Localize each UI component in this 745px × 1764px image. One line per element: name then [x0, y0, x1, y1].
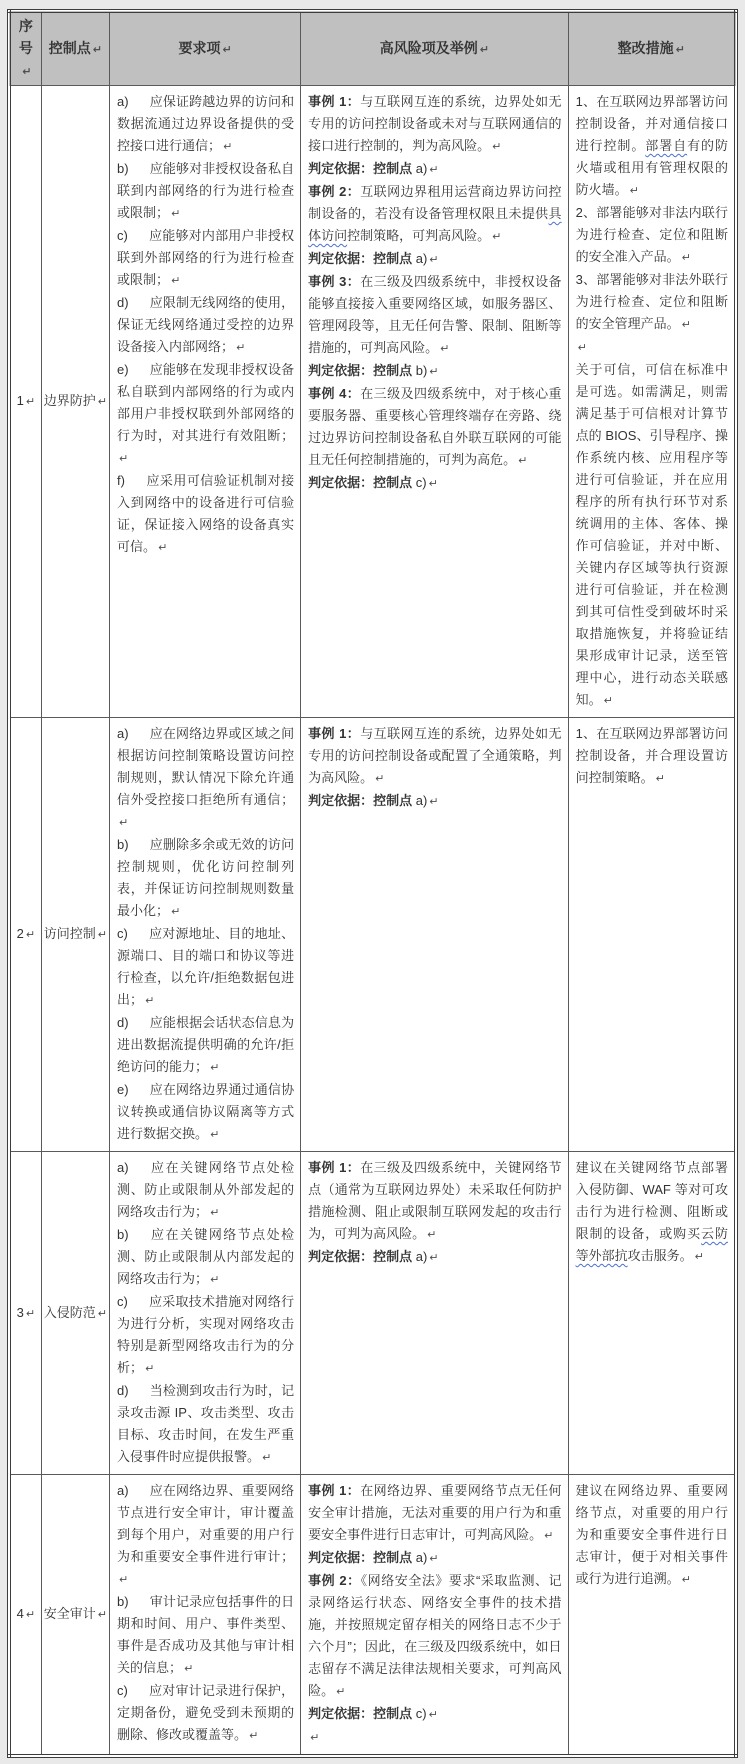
text-segment: 应能够对内部用户非授权联到外部网络的行为进行检查或限制； [117, 228, 295, 287]
paragraph-mark-icon: ↵ [119, 1573, 129, 1586]
paragraph [117, 1480, 294, 1591]
measures-cell [568, 86, 736, 718]
paragraph [308, 91, 561, 158]
paragraph-mark-icon: ↵ [97, 395, 107, 408]
text-segment: a) [415, 161, 428, 176]
row-index-value: 3 [16, 1304, 24, 1320]
text-segment: 应对审计记录进行保护，定期备份，避免受到未预期的删除、修改或覆盖等。 [117, 1683, 295, 1742]
text-segment: 应能够对非授权设备私自联到内部网络的行为进行检查或限制； [117, 161, 295, 220]
control-point-value: 边界防护 [43, 393, 96, 408]
measures-cell [568, 1475, 736, 1757]
paragraph-mark-icon: ↵ [210, 1128, 220, 1141]
control-point-cell [41, 1475, 109, 1757]
text-segment: 判定依据：控制点 [308, 475, 416, 490]
item-label: c) [117, 926, 128, 941]
text-segment: 应在关键网络节点处检测、防止或限制从内部发起的网络攻击行为； [117, 1227, 295, 1286]
paragraph-mark-icon: ↵ [210, 1273, 220, 1286]
column-header [9, 11, 41, 86]
paragraph [308, 1246, 561, 1269]
text-segment: 当检测到攻击行为时，记录攻击源 IP、攻击类型、攻击目标、攻击时间，在发生严重入侵事件时应提供报警。 [117, 1383, 295, 1464]
paragraph-mark-icon: ↵ [429, 1251, 439, 1264]
requirements-cell [110, 86, 301, 718]
text-segment: 应采用可信验证机制对接入到网络中的设备进行可信验证，保证接入网络的设备真实可信。 [117, 473, 295, 554]
paragraph [308, 383, 561, 472]
text-segment: 1、在互联网边界部署访问控制设备，并合理设置访问控制策略。 [575, 726, 728, 785]
paragraph-mark-icon: ↵ [675, 43, 685, 56]
column-header [568, 11, 736, 86]
paragraph-mark-icon: ↵ [681, 318, 691, 331]
text-segment: a) [415, 1550, 428, 1565]
paragraph-mark-icon: ↵ [440, 342, 450, 355]
column-header-label: 高风险项及举例 [379, 40, 478, 56]
row-index-cell [9, 1152, 41, 1475]
paragraph-mark-icon: ↵ [25, 395, 36, 408]
text-segment: 应限制无线网络的使用，保证无线网络通过受控的边界设备接入内部网络； [117, 295, 295, 354]
column-header-label: 序号 [18, 18, 33, 56]
paragraph [308, 1157, 561, 1246]
paragraph-mark-icon: ↵ [145, 994, 155, 1007]
paragraph-mark-icon: ↵ [171, 905, 181, 918]
paragraph-mark-icon: ↵ [97, 1608, 107, 1621]
text-segment: b) [415, 363, 428, 378]
paragraph-mark-icon: ↵ [25, 1306, 36, 1320]
column-header [41, 11, 109, 86]
paragraph [117, 158, 294, 225]
paragraph-mark-icon: ↵ [22, 65, 32, 78]
paragraph-mark-icon: ↵ [655, 772, 665, 785]
paragraph [576, 91, 728, 202]
item-label: d) [117, 295, 129, 310]
paragraph [576, 202, 728, 269]
paragraph-mark-icon: ↵ [629, 184, 639, 197]
paragraph-mark-icon: ↵ [479, 43, 489, 56]
control-point-value: 安全审计 [43, 1606, 96, 1621]
item-label: b) [117, 1227, 129, 1242]
row-index-cell [9, 718, 41, 1152]
item-label: e) [117, 1082, 129, 1097]
column-header-label: 要求项 [178, 40, 221, 56]
paragraph [117, 1224, 294, 1291]
paragraph-mark-icon: ↵ [184, 1662, 194, 1675]
paragraph [308, 472, 561, 495]
text-segment: 事例 1： [308, 94, 361, 109]
item-label: c) [117, 1683, 128, 1698]
paragraph-mark-icon: ↵ [262, 1451, 272, 1464]
paragraph-mark-icon: ↵ [694, 1250, 704, 1263]
paragraph-mark-icon: ↵ [249, 1729, 259, 1742]
paragraph [117, 1157, 294, 1224]
paragraph-mark-icon: ↵ [429, 1552, 439, 1565]
requirements-cell [110, 1475, 301, 1757]
paragraph [117, 834, 294, 923]
item-label: e) [117, 362, 129, 377]
column-header-label: 整改措施 [617, 40, 674, 56]
paragraph-mark-icon: ↵ [171, 207, 181, 220]
paragraph-mark-icon: ↵ [429, 365, 439, 378]
paragraph-mark-icon: ↵ [210, 1061, 220, 1074]
paragraph-mark-icon: ↵ [236, 341, 246, 354]
text-segment: 云防等外部抗 [575, 1226, 728, 1263]
text-segment: 应在网络边界或区域之间根据访问控制策略设置访问控制规则，默认情况下除允许通信外受控接口拒绝所有通信； [117, 726, 295, 807]
paragraph-mark-icon: ↵ [310, 1731, 320, 1744]
paragraph-mark-icon: ↵ [428, 477, 438, 490]
text-segment: c) [415, 475, 427, 490]
table-row [9, 1475, 736, 1757]
row-index [12, 390, 40, 413]
paragraph-mark-icon: ↵ [429, 253, 439, 266]
paragraph [576, 336, 728, 359]
item-label: d) [117, 1383, 129, 1398]
text-segment: a) [415, 1249, 428, 1264]
text-segment: a) [415, 251, 428, 266]
paragraph [576, 1157, 728, 1268]
text-segment: 与互联网互连的系统，边界处如无专用的访问控制设备或配置了全通策略，判为高风险。 [308, 726, 562, 785]
row-index [12, 1302, 40, 1325]
text-segment: 建议在网络边界、重要网络节点，对重要的用户行为和重要安全事件进行日志审计，便于对相关事件或行为进行追溯。 [575, 1483, 728, 1586]
row-index [12, 1603, 40, 1626]
paragraph [117, 923, 294, 1012]
table-row [9, 1152, 736, 1475]
paragraph-mark-icon: ↵ [25, 1608, 36, 1621]
row-index-value: 2 [16, 926, 24, 941]
paragraph [308, 790, 561, 813]
control-point-cell [41, 86, 109, 718]
text-segment: 判定依据：控制点 [308, 1550, 416, 1565]
paragraph [117, 470, 294, 559]
paragraph [117, 1680, 294, 1747]
paragraph-mark-icon: ↵ [428, 1708, 438, 1721]
paragraph [308, 723, 561, 790]
paragraph [308, 1703, 561, 1726]
table-row [9, 86, 736, 718]
text-segment: 应在关键网络节点处检测、防止或限制从外部发起的网络攻击行为； [117, 1160, 295, 1219]
paragraph [117, 1291, 294, 1380]
text-segment: 控制策略，可判高风险。 [347, 228, 491, 243]
text-segment: 互联网边界租用运营商边界访问控制设备的，若没有设备管理权限且未提供 [308, 184, 562, 221]
column-header-label: 控制点 [48, 40, 91, 56]
text-segment: 判定依据：控制点 [308, 161, 416, 176]
paragraph [117, 91, 294, 158]
paragraph-mark-icon: ↵ [222, 43, 232, 56]
paragraph [576, 723, 728, 790]
row-index-cell [9, 1475, 41, 1757]
text-segment: 事例 3： [308, 274, 361, 289]
paragraph [576, 359, 728, 712]
text-segment: a) [415, 793, 428, 808]
item-label: b) [117, 1594, 129, 1609]
text-segment: 判定依据：控制点 [308, 363, 416, 378]
row-index-cell [9, 86, 41, 718]
text-segment: 与互联网互连的系统，边界处如无专用的访问控制设备或未对与互联网通信的接口进行控制的，判为高风险。 [308, 94, 562, 153]
text-segment: 应删除多余或无效的访问控制规则，优化访问控制列表，并保证访问控制规则数量最小化； [117, 837, 295, 918]
row-index-value: 4 [16, 1606, 24, 1621]
text-segment: 判定依据：控制点 [308, 1249, 416, 1264]
control-point-cell [41, 718, 109, 1152]
text-segment: 在三级及四级系统中，对于核心重要服务器、重要核心管理终端存在旁路、绕过边界访问控制设备私自外联互联网的可能且无任何控制措施的，可判为高危。 [308, 386, 562, 467]
text-segment: 事例 2： [308, 184, 361, 199]
control-point [43, 923, 108, 946]
text-segment: 具体访问 [308, 206, 562, 243]
paragraph-mark-icon: ↵ [429, 795, 439, 808]
paragraph [308, 360, 561, 383]
paragraph-mark-icon: ↵ [427, 1228, 437, 1241]
paragraph [576, 1480, 728, 1591]
paragraph-mark-icon: ↵ [119, 452, 129, 465]
text-segment: 事例 1： [308, 726, 361, 741]
item-label: a) [117, 726, 129, 741]
paragraph-mark-icon: ↵ [375, 772, 385, 785]
text-segment: 部署自 [645, 138, 688, 153]
paragraph-mark-icon: ↵ [603, 694, 613, 707]
text-segment: 判定依据：控制点 [308, 793, 416, 808]
text-segment: 《网络安全法》要求“采取监测、记录网络运行状态、网络安全事件的技术措施，并按照规定留存相关的网络日志不少于六个月”；因此，在三级及四级系统中，如日志留存不满足法律法规相关要求，可判高风险。 [308, 1573, 562, 1698]
item-label: b) [117, 161, 129, 176]
paragraph-mark-icon: ↵ [492, 140, 502, 153]
paragraph [117, 225, 294, 292]
paragraph-mark-icon: ↵ [429, 163, 439, 176]
paragraph [308, 158, 561, 181]
text-segment: 攻击服务。 [627, 1248, 693, 1263]
item-label: f) [117, 473, 125, 488]
paragraph-mark-icon: ↵ [544, 1529, 554, 1542]
paragraph-mark-icon: ↵ [210, 1206, 220, 1219]
item-label: c) [117, 228, 128, 243]
text-segment: 应在网络边界、重要网络节点进行安全审计，审计覆盖到每个用户，对重要的用户行为和重要安全事件进行审计； [117, 1483, 295, 1564]
control-point-cell [41, 1152, 109, 1475]
column-header [110, 11, 301, 86]
measures-cell [568, 718, 736, 1152]
text-segment: 1、在互联网边界部署访问控制设备，并对通信接口进行控制。 [575, 94, 728, 153]
text-segment: 关于可信，可信在标准中是可选。如需满足，则需满足基于可信根对计算节点的 BIOS、引导程序、操作系统内核、应用程序等进行可信验证，并在应用程序的所有执行环节对系统调用的主体、客体、操作可信验证，并对中断、关键内存区域等执行资源 进行可信验证，并在检测到其可信性受到破坏时采取措施恢复，并将验证结果形成审计记录，送至管理中心，进行动态关联感知。 [575, 362, 728, 707]
paragraph-mark-icon: ↵ [97, 928, 107, 941]
control-point-value: 访问控制 [43, 926, 96, 941]
requirements-cell [110, 1152, 301, 1475]
text-segment: 应采取技术措施对网络行为进行分析，实现对网络攻击特别是新型网络攻击行为的分析； [117, 1294, 295, 1375]
text-segment: 事例 2： [308, 1573, 361, 1588]
paragraph-mark-icon: ↵ [97, 1306, 107, 1320]
text-segment: 应保证跨越边界的访问和数据流通过边界设备提供的受控接口进行通信； [117, 94, 295, 153]
text-segment: 审计记录应包括事件的日期和时间、用户、事件类型、事件是否成功及其他与审计相关的信息； [117, 1594, 295, 1675]
item-label: d) [117, 1015, 129, 1030]
risk-examples-cell [301, 718, 568, 1152]
text-segment: 应能根据会话状态信息为进出数据流提供明确的允许/拒绝访问的能力； [117, 1015, 295, 1074]
paragraph-mark-icon: ↵ [518, 454, 528, 467]
security-control-table [7, 9, 738, 1758]
text-segment: c) [415, 1706, 427, 1721]
paragraph [308, 271, 561, 360]
item-label: a) [117, 1483, 129, 1498]
paragraph [117, 1012, 294, 1079]
paragraph-mark-icon: ↵ [171, 274, 181, 287]
text-segment: 3、部署能够对非法外联行为进行检查、定位和阻断的安全管理产品。 [575, 272, 728, 331]
row-index [12, 923, 40, 946]
paragraph-mark-icon: ↵ [92, 43, 102, 56]
item-label: a) [117, 1160, 129, 1175]
paragraph [117, 359, 294, 470]
text-segment: 事例 1： [308, 1483, 361, 1498]
risk-examples-cell [301, 1152, 568, 1475]
paragraph [117, 292, 294, 359]
item-label: a) [117, 94, 129, 109]
text-segment: 应能够在发现非授权设备私自联到内部网络的行为或内部用户非授权联到外部网络的行为时，对其进行有效阻断； [117, 362, 295, 443]
paragraph [117, 723, 294, 834]
paragraph [308, 1547, 561, 1570]
paragraph-mark-icon: ↵ [223, 140, 233, 153]
text-segment: 建议在关键网络节点部署入侵防御、WAF 等对可攻击行为进行检测、阻断或限制的设备，或购买 [575, 1160, 728, 1241]
paragraph-mark-icon: ↵ [336, 1685, 346, 1698]
paragraph [117, 1079, 294, 1146]
paragraph-mark-icon: ↵ [119, 816, 129, 829]
header-row [9, 11, 736, 86]
paragraph-mark-icon: ↵ [492, 230, 502, 243]
text-segment: 有的防火墙或租用有管理权限的防火墙。 [575, 138, 728, 197]
paragraph-mark-icon: ↵ [681, 251, 691, 264]
text-segment: 在三级及四级系统中，关键网络节点（通常为互联网边界处）未采取任何防护措施检测、阻止或限制互联网发起的攻击行为，可判为高风险。 [308, 1160, 562, 1241]
control-point-value: 入侵防范 [43, 1304, 96, 1320]
text-segment: 在三级及四级系统中，非授权设备能够直接接入重要网络区域，如服务器区、管理网段等，且无任何告警、限制、阻断等措施的，可判高风险。 [308, 274, 562, 355]
text-segment: 在网络边界、重要网络节点无任何安全审计措施，无法对重要的用户行为和重要安全事件进行日志审计，可判高风险。 [308, 1483, 562, 1542]
paragraph-mark-icon: ↵ [577, 341, 587, 354]
paragraph [308, 1726, 561, 1749]
requirements-cell [110, 718, 301, 1152]
control-point [43, 1302, 108, 1325]
paragraph-mark-icon: ↵ [25, 928, 36, 941]
text-segment: 应在网络边界通过通信协议转换或通信协议隔离等方式进行数据交换。 [117, 1082, 295, 1141]
paragraph-mark-icon: ↵ [145, 1362, 155, 1375]
column-header [301, 11, 568, 86]
paragraph [308, 1480, 561, 1547]
text-segment: 判定依据：控制点 [308, 251, 416, 266]
row-index-value: 1 [16, 393, 24, 408]
paragraph [308, 181, 561, 248]
control-point [43, 1603, 108, 1626]
control-point [43, 390, 108, 413]
paragraph [576, 269, 728, 336]
text-segment: 2、部署能够对非法内联行为进行检查、定位和阻断的安全准入产品。 [575, 205, 728, 264]
paragraph [308, 1570, 561, 1703]
item-label: b) [117, 837, 129, 852]
text-segment: 事例 1： [308, 1160, 361, 1175]
paragraph-mark-icon: ↵ [158, 541, 168, 554]
table-row [9, 718, 736, 1152]
measures-cell [568, 1152, 736, 1475]
text-segment: 应对源地址、目的地址、源端口、目的端口和协议等进行检查，以允许/拒绝数据包进出； [117, 926, 295, 1007]
item-label: c) [117, 1294, 128, 1309]
table-body [9, 86, 736, 1757]
risk-examples-cell [301, 1475, 568, 1757]
text-segment: 判定依据：控制点 [308, 1706, 416, 1721]
paragraph [117, 1380, 294, 1469]
text-segment: 事例 4： [308, 386, 361, 401]
risk-examples-cell [301, 86, 568, 718]
paragraph [117, 1591, 294, 1680]
table-header [9, 11, 736, 86]
paragraph-mark-icon: ↵ [681, 1573, 691, 1586]
paragraph [308, 248, 561, 271]
